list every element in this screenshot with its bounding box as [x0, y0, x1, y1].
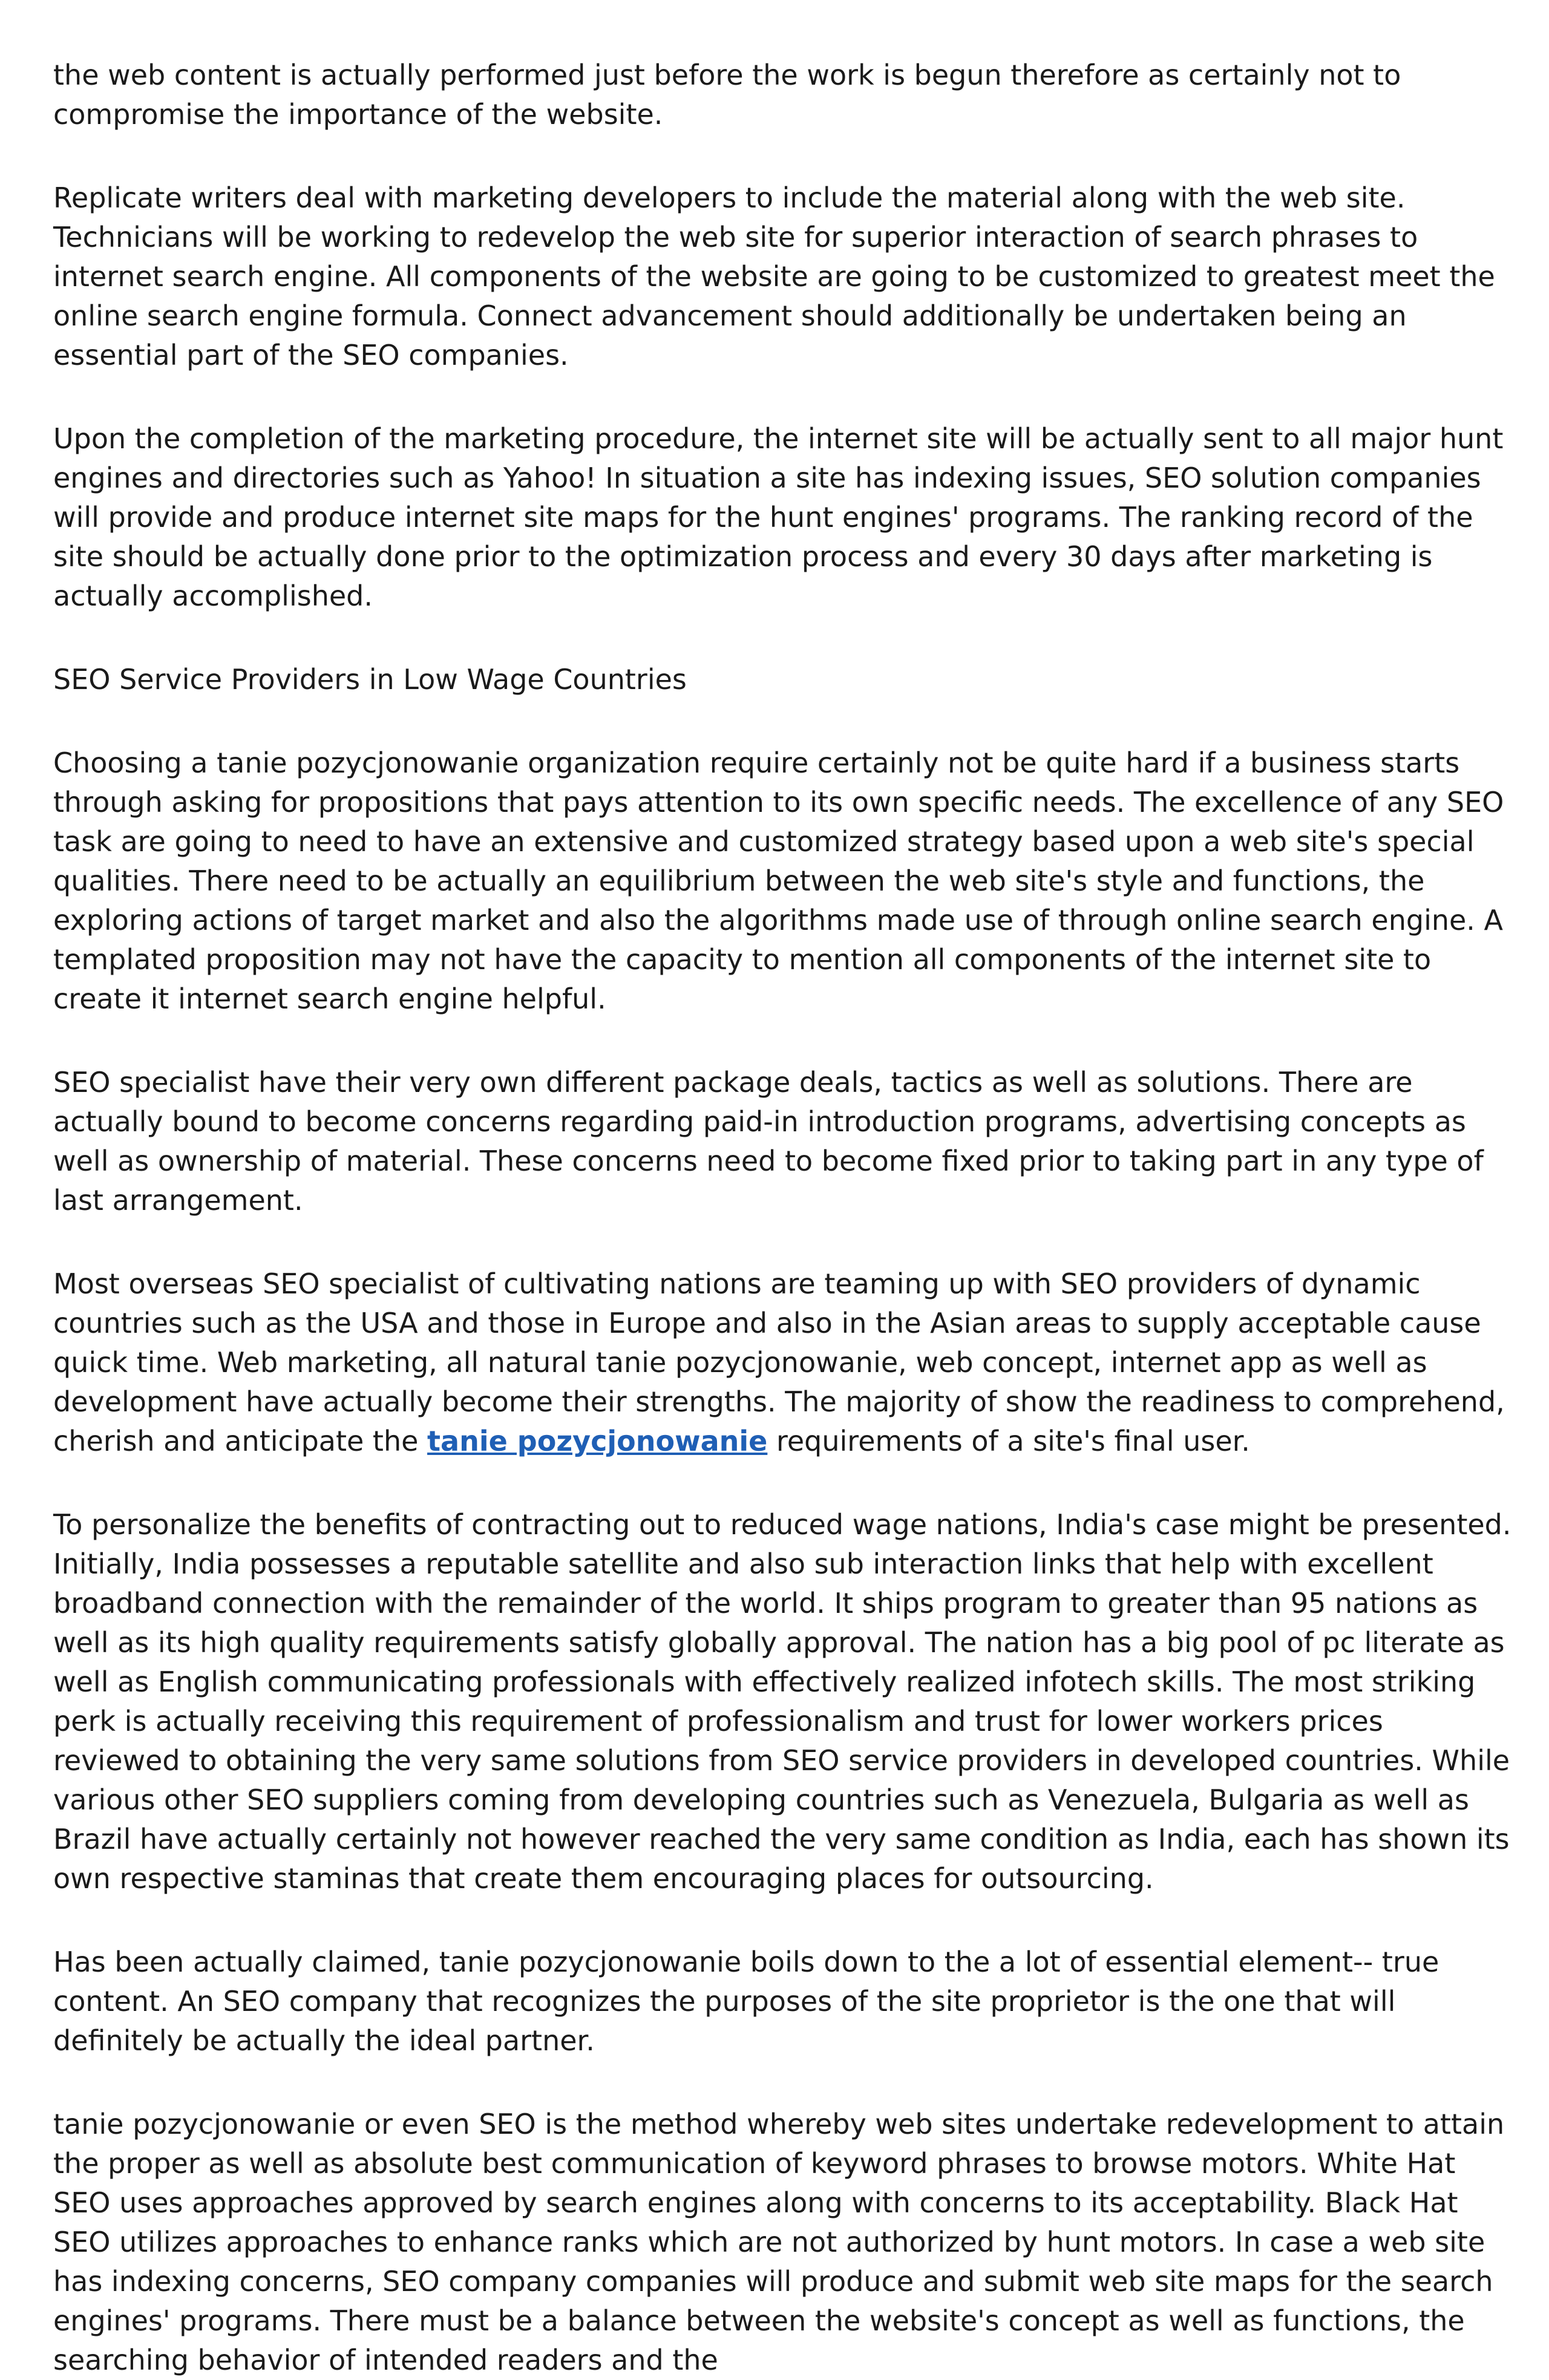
- paragraph-6: SEO specialist have their very own different package deals, tactics as well as solutions. There are actually bound to become concerns regarding paid-in introduction programs, advertising concepts as well as ownership of material. These concerns need to become fixed prior to taking part in any type of last arrangement.: [53, 1066, 1484, 1217]
- paragraph-1: the web content is actually performed just before the work is begun therefore as certainly not to compromise the importance of the website.: [53, 59, 1401, 131]
- paragraph-7-text-after: requirements of a site's final user.: [767, 1425, 1250, 1457]
- document-body: [53, 56, 1518, 2380]
- keyword-link[interactable]: tanie pozycjonowanie: [427, 1425, 768, 1457]
- paragraph-2: Replicate writers deal with marketing developers to include the material along with the web site. Technicians will be working to redevelop the web site for superior interaction of search phrases to internet search engine. All components of the website are going to be customized to greatest meet the online search engine formula. Connect advancement should additionally be undertaken being an essential part of the SEO companies.: [53, 181, 1495, 371]
- paragraph-5: Choosing a tanie pozycjonowanie organization require certainly not be quite hard if a business starts through asking for propositions that pays attention to its own specific needs. The excellence of any SEO task are going to need to have an extensive and customized strategy based upon a web site's special qualities. There need to be actually an equilibrium between the web site's style and functions, the exploring actions of target market and also the algorithms made use of through online search engine. A templated proposition may not have the capacity to mention all components of the internet site to create it internet search engine helpful.: [53, 747, 1504, 1015]
- paragraph-7-text-before: Most overseas SEO specialist of cultivating nations are teaming up with SEO providers of dynamic countries such as the USA and those in Europe and also in the Asian areas to supply acceptable cause quick time. Web marketing, all natural tanie pozycjonowanie, web concept, internet app as well as development have actually become their strengths. The majority of show the readiness to comprehend, cherish and anticipate the: [53, 1267, 1505, 1457]
- paragraph-10: tanie pozycjonowanie or even SEO is the method whereby web sites undertake redevelopment to attain the proper as well as absolute best communication of keyword phrases to browse motors. White Hat SEO uses approaches approved by search engines along with concerns to its acceptability. Black Hat SEO utilizes approaches to enhance ranks which are not authorized by hunt motors. In case a web site has indexing concerns, SEO company companies will produce and submit web site maps for the search engines' programs. There must be a balance between the website's concept as well as functions, the searching behavior of intended readers and the: [53, 2108, 1505, 2376]
- paragraph-7: [53, 1264, 1518, 1461]
- section-heading: SEO Service Providers in Low Wage Countries: [53, 663, 687, 696]
- paragraph-8: To personalize the benefits of contracting out to reduced wage nations, India's case might be presented. Initially, India possesses a reputable satellite and also sub interaction links that help with excellent broadband connection with the remainder of the world. It ships program to greater than 95 nations as well as its high quality requirements satisfy globally approval. The nation has a big pool of pc literate as well as English communicating professionals with effectively realized infotech skills. The most striking perk is actually receiving this requirement of professionalism and trust for lower workers prices reviewed to obtaining the very same solutions from SEO service providers in developed countries. While various other SEO suppliers coming from developing countries such as Venezuela, Bulgaria as well as Brazil have actually certainly not however reached the very same condition as India, each has shown its own respective staminas that create them encouraging places for outsourcing.: [53, 1508, 1511, 1895]
- paragraph-9: Has been actually claimed, tanie pozycjonowanie boils down to the a lot of essential element-- true content. An SEO company that recognizes the purposes of the site proprietor is the one that will definitely be actually the ideal partner.: [53, 1946, 1439, 2057]
- paragraph-3: Upon the completion of the marketing procedure, the internet site will be actually sent to all major hunt engines and directories such as Yahoo! In situation a site has indexing issues, SEO solution companies will provide and produce internet site maps for the hunt engines' programs. The ranking record of the site should be actually done prior to the optimization process and every 30 days after marketing is actually accomplished.: [53, 422, 1504, 612]
